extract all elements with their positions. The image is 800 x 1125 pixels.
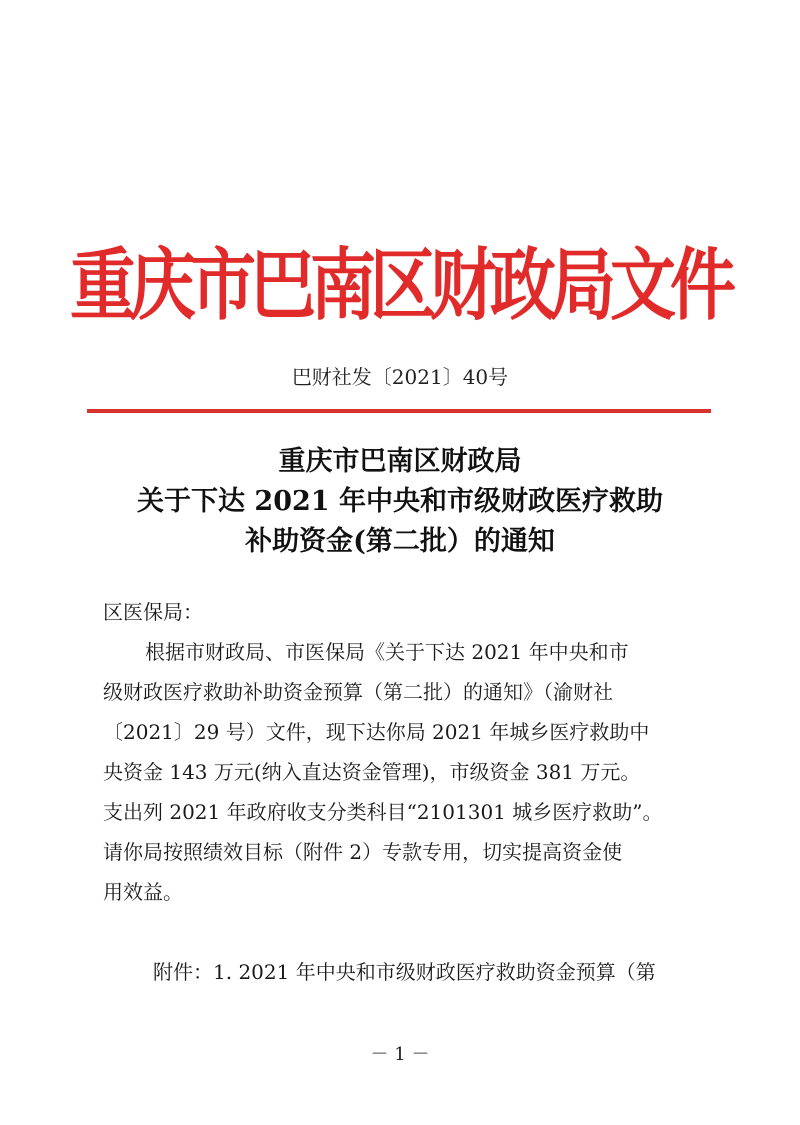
body-line-5: 支出列 2021 年政府收支分类科目“2101301 城乡医疗救助”。 <box>103 800 663 824</box>
page-number: － 1 － <box>370 1044 430 1065</box>
body-line-7: 用效益。 <box>103 880 183 904</box>
body-line-1: 根据市财政局、市医保局《关于下达 2021 年中央和市 <box>145 640 629 664</box>
notice-title-line-3: 补助资金(第二批）的通知 <box>245 526 555 557</box>
body-line-6: 请你局按照绩效目标（附件 2）专款专用，切实提高资金使 <box>103 840 623 864</box>
body-line-2: 级财政医疗救助补助资金预算（第二批）的通知》（渝财社 <box>103 680 613 704</box>
red-divider-line <box>87 409 711 413</box>
body-paragraph <box>103 632 703 912</box>
document-number: 巴财社发〔2021〕40号 <box>291 365 509 389</box>
salutation: 区医保局： <box>103 600 203 624</box>
notice-title <box>0 442 800 562</box>
body-line-3: 〔2021〕29 号）文件，现下达你局 2021 年城乡医疗救助中 <box>103 720 650 744</box>
document-masthead: 重庆市巴南区财政局文件 <box>70 239 730 332</box>
attachment-line: 附件：1. 2021 年中央和市级财政医疗救助资金预算（第 <box>153 960 656 984</box>
notice-title-line-2: 关于下达 2021 年中央和市级财政医疗救助 <box>137 486 663 517</box>
body-line-4: 央资金 143 万元(纳入直达资金管理)，市级资金 381 万元。 <box>103 760 641 784</box>
notice-title-line-1: 重庆市巴南区财政局 <box>278 446 522 477</box>
